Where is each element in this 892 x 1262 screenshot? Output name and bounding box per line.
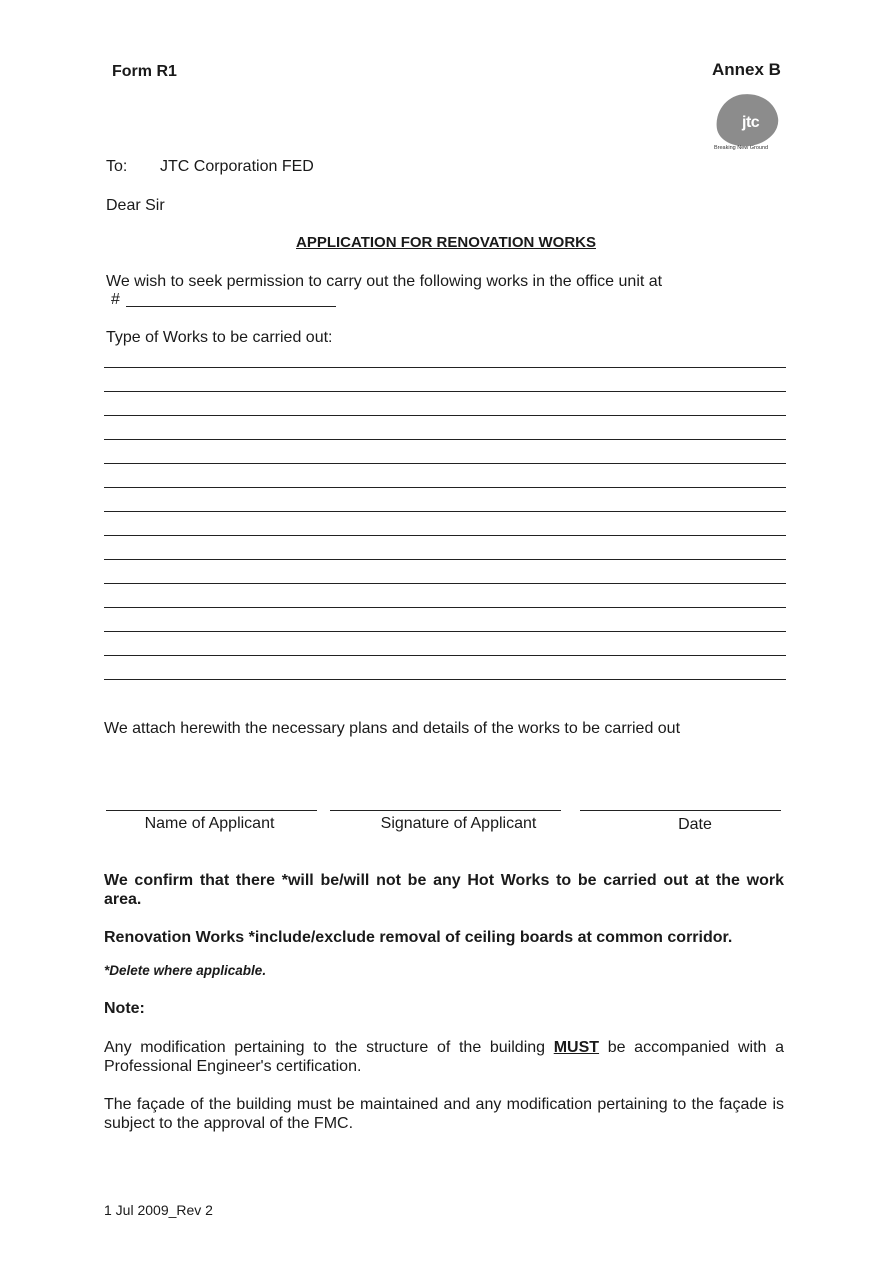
works-line-field[interactable] — [106, 420, 784, 438]
date-label: Date — [678, 816, 712, 833]
works-line — [104, 391, 786, 392]
hot-works-statement: We confirm that there *will be/will not be any Hot Works to be carried out at the work area. — [104, 872, 784, 908]
works-line-field[interactable] — [106, 612, 784, 630]
attach-text: We attach herewith the necessary plans and details of the works to be carried out — [104, 720, 681, 737]
revision-footer: 1 Jul 2009_Rev 2 — [104, 1202, 213, 1218]
date-field[interactable] — [580, 788, 781, 808]
logo-text: jtc — [742, 114, 760, 131]
annex-label: Annex B — [712, 60, 781, 79]
works-line — [104, 655, 786, 656]
works-line — [104, 583, 786, 584]
signature-field[interactable] — [330, 788, 561, 808]
works-line-field[interactable] — [106, 564, 784, 582]
works-line — [104, 631, 786, 632]
works-line — [104, 679, 786, 680]
works-line — [104, 511, 786, 512]
logo-tagline: Breaking New Ground — [714, 145, 769, 151]
note-structure-text: Any modification pertaining to the structure of the building — [104, 1039, 546, 1056]
signature-label: Signature of Applicant — [380, 815, 537, 832]
form-label: Form R1 — [112, 63, 177, 80]
works-line-field[interactable] — [106, 372, 784, 390]
works-line-field[interactable] — [106, 396, 784, 414]
to-label: To: — [106, 158, 128, 175]
note-structure-rest: be accompanied with a Professional Engineer's certification. — [104, 1039, 785, 1075]
note-facade: The façade of the building must be maintained and any modification pertaining to the façade is subject to the approval of the FMC. — [104, 1096, 784, 1132]
works-line-field[interactable] — [106, 348, 784, 366]
works-line-field[interactable] — [106, 588, 784, 606]
works-line-field[interactable] — [106, 444, 784, 462]
works-line — [104, 439, 786, 440]
note-structure — [104, 1038, 784, 1076]
works-line — [104, 535, 786, 536]
document-title: APPLICATION FOR RENOVATION WORKS — [296, 234, 596, 251]
unit-number-field[interactable] — [126, 288, 336, 307]
works-line-field[interactable] — [106, 660, 784, 678]
works-line-field[interactable] — [106, 516, 784, 534]
delete-note: *Delete where applicable. — [104, 963, 267, 978]
works-line — [104, 367, 786, 368]
works-line-field[interactable] — [106, 492, 784, 510]
works-label: Type of Works to be carried out: — [106, 329, 333, 346]
works-line — [104, 487, 786, 488]
salutation: Dear Sir — [106, 197, 165, 214]
note-must-emphasis: MUST — [553, 1039, 600, 1056]
works-line — [104, 559, 786, 560]
unit-prefix: # — [111, 291, 120, 308]
note-heading: Note: — [104, 1000, 145, 1017]
to-recipient: JTC Corporation FED — [160, 158, 314, 175]
works-line-field[interactable] — [106, 468, 784, 486]
works-line-field[interactable] — [106, 636, 784, 654]
signature-line — [330, 810, 561, 811]
request-text: We wish to seek permission to carry out the following works in the office unit at — [106, 273, 663, 290]
ceiling-statement: Renovation Works *include/exclude removal of ceiling boards at common corridor. — [104, 929, 733, 946]
works-line-field[interactable] — [106, 540, 784, 558]
date-line — [580, 810, 781, 811]
name-label: Name of Applicant — [144, 815, 275, 832]
works-line — [104, 415, 786, 416]
name-line — [106, 810, 317, 811]
works-line — [104, 463, 786, 464]
name-field[interactable] — [106, 788, 317, 808]
works-line — [104, 607, 786, 608]
